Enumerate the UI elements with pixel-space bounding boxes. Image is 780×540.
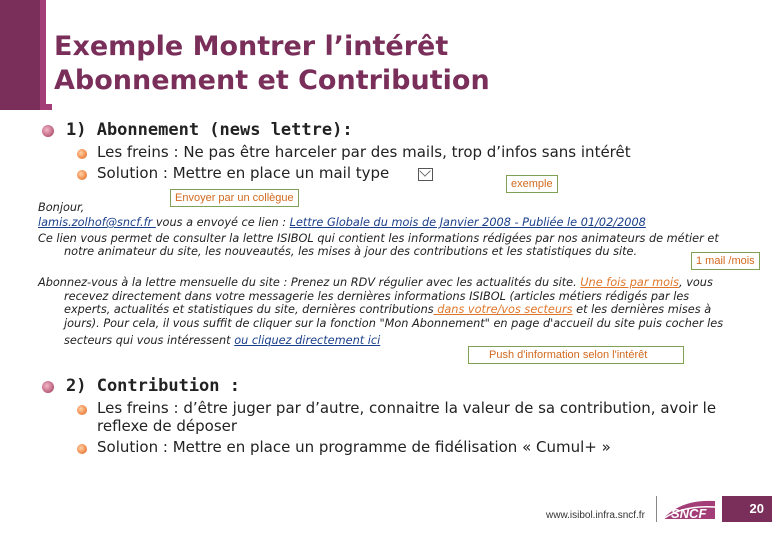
email-p2-text: et les dernières mises à [572, 303, 712, 316]
section2-solution: Solution : Mettre en place un programme de fidélisation « Cumul+ » [97, 438, 611, 456]
email-sent-text: vous a envoyé ce lien : [155, 216, 290, 229]
logo-text: SNCF [671, 506, 707, 521]
email-greeting: Bonjour, [38, 201, 85, 214]
sub-bullet-icon [77, 149, 87, 159]
email-p2-line2: recevez directement dans votre messagerie les dernières informations ISIBOL (articles métiers rédigés par les [64, 290, 690, 303]
monthly-link[interactable]: Une fois par mois [580, 276, 680, 289]
slide-title-line2: Abonnement et Contribution [54, 65, 490, 96]
sender-email-link[interactable]: lamis.zolhof@sncf.fr [38, 216, 156, 229]
email-p2-line4: jours). Pour cela, il vous suffit de cliquer sur la fonction "Mon Abonnement" en page d'accueil du site puis cocher les [64, 317, 724, 330]
section1-freins: Les freins : Ne pas être harceler par des mails, trop d’infos sans intérêt [97, 143, 631, 161]
newsletter-link[interactable]: Lettre Globale du mois de Janvier 2008 - Publiée le 01/02/2008 [289, 216, 646, 229]
email-sent-line [38, 215, 646, 230]
email-p2-line3 [64, 302, 711, 317]
sub-bullet-icon [77, 170, 87, 180]
section2-freins-line1: Les freins : d’être juger par d’autre, connaitre la valeur de sa contribution, avoir le [97, 399, 717, 417]
email-p2-text: experts, actualités et statistiques du site, dernières contributions [64, 303, 434, 316]
email-p2-line1 [38, 275, 713, 290]
sub-bullet-icon [77, 405, 87, 415]
footer-divider [656, 496, 657, 522]
email-p2-line5 [64, 333, 380, 348]
callout-push: Push d'information selon l'intérêt [468, 346, 684, 364]
click-here-link[interactable]: ou cliquez directement ici [234, 334, 381, 347]
email-p1-line1: Ce lien vous permet de consulter la lettre ISIBOL qui contient les informations rédigées par nos animateurs de métier et [38, 232, 719, 245]
sncf-logo-icon [661, 497, 717, 523]
page-number: 20 [722, 496, 772, 522]
slide-title [54, 30, 490, 98]
slide-title-line1: Exemple Montrer l’intérêt [54, 31, 449, 62]
email-p1-line2: notre animateur du site, les nouveautés, les mises à jour des contributions et les statistiques du site. [64, 245, 638, 258]
section1-solution: Solution : Mettre en place un mail type [97, 164, 390, 182]
callout-envoyer: Envoyer par un collègue [170, 189, 299, 207]
callout-exemple: exemple [506, 175, 558, 193]
sub-bullet-icon [77, 444, 87, 454]
section1-heading: 1) Abonnement (news lettre): [66, 120, 353, 140]
bullet-icon [42, 125, 54, 137]
section2-freins-line2: reflexe de déposer [97, 417, 238, 435]
bullet-icon [42, 381, 54, 393]
email-p2-text: Abonnez-vous à la lettre mensuelle du site : Prenez un RDV régulier avec les actualités du site. [38, 276, 581, 289]
email-p2-text: , vous [679, 276, 713, 289]
sectors-link[interactable]: dans votre/vos secteurs [433, 303, 573, 316]
callout-mail-mois: 1 mail /mois [691, 252, 760, 270]
footer-url: www.isibol.infra.sncf.fr [546, 510, 645, 521]
mail-icon [418, 168, 433, 181]
email-p2-text: secteurs qui vous intéressent [64, 334, 235, 347]
section2-heading: 2) Contribution : [66, 376, 240, 396]
